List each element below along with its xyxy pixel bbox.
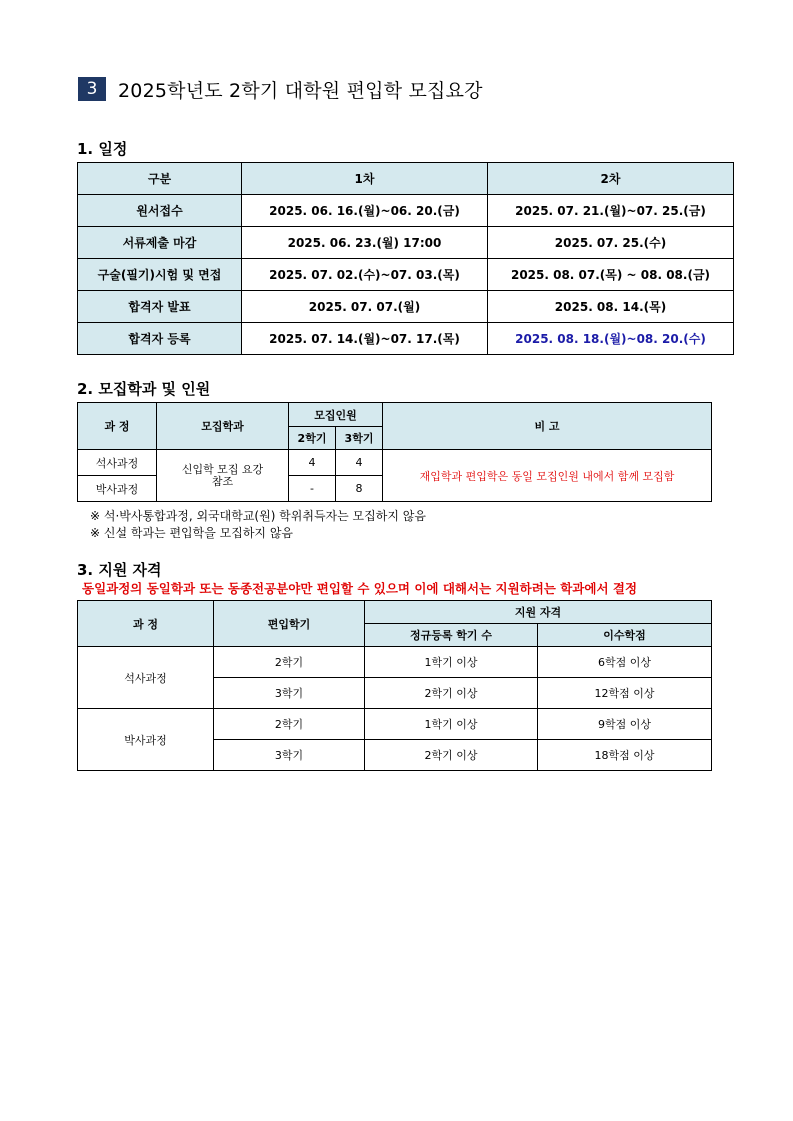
table-row xyxy=(78,227,734,259)
section-number-badge: 3 xyxy=(78,77,106,101)
table-cell: 18학점 이상 xyxy=(538,740,712,771)
note-text: ※ 석·박사통합과정, 외국대학교(원) 학위취득자는 모집하지 않음 xyxy=(90,509,426,523)
table-cell: 2025. 08. 07.(목) ~ 08. 08.(금) xyxy=(488,259,734,291)
table-cell: 석사과정 xyxy=(78,647,214,709)
column-header: 지원 자격 xyxy=(365,601,712,624)
table-cell: - xyxy=(289,476,336,502)
table-cell: 박사과정 xyxy=(78,709,214,771)
table-cell: 6학점 이상 xyxy=(538,647,712,678)
column-header: 과 정 xyxy=(78,601,214,647)
table-row xyxy=(78,259,734,291)
row-label: 합격자 등록 xyxy=(78,323,242,355)
row-label: 원서접수 xyxy=(78,195,242,227)
table-cell: 3학기 xyxy=(214,740,365,771)
column-header: 3학기 xyxy=(336,427,383,450)
remark-cell: 재입학과 편입학은 동일 모집인원 내에서 함께 모집함 xyxy=(383,450,712,502)
document-title xyxy=(78,76,483,102)
table-cell: 박사과정 xyxy=(78,476,157,502)
column-header: 과 정 xyxy=(78,403,157,450)
row-label: 구술(필기)시험 및 면접 xyxy=(78,259,242,291)
table-cell: 2025. 07. 21.(월)~07. 25.(금) xyxy=(488,195,734,227)
table-header-row xyxy=(78,601,712,624)
row-label: 합격자 발표 xyxy=(78,291,242,323)
table-row xyxy=(78,450,712,476)
table-cell: 2학기 xyxy=(214,647,365,678)
table-cell: 9학점 이상 xyxy=(538,709,712,740)
table-row xyxy=(78,323,734,355)
column-header: 정규등록 학기 수 xyxy=(365,624,538,647)
table-row xyxy=(78,195,734,227)
recruit-heading: 2. 모집학과 및 인원 xyxy=(77,380,211,398)
table-cell: 2025. 08. 14.(목) xyxy=(488,291,734,323)
schedule-heading: 1. 일정 xyxy=(77,140,128,158)
table-cell: 2025. 07. 02.(수)~07. 03.(목) xyxy=(242,259,488,291)
column-header: 모집학과 xyxy=(157,403,289,450)
table-cell: 2025. 06. 23.(월) 17:00 xyxy=(242,227,488,259)
note-text: ※ 신설 학과는 편입학을 모집하지 않음 xyxy=(90,526,294,540)
table-cell: 12학점 이상 xyxy=(538,678,712,709)
column-header: 모집인원 xyxy=(289,403,383,427)
qualification-heading: 3. 지원 자격 xyxy=(77,561,162,579)
table-cell: 8 xyxy=(336,476,383,502)
table-row xyxy=(78,709,712,740)
table-cell: 신입학 모집 요강 참조 xyxy=(157,450,289,502)
page-title: 2025학년도 2학기 대학원 편입학 모집요강 xyxy=(118,79,483,102)
table-row xyxy=(78,291,734,323)
table-header-row xyxy=(78,403,712,427)
table-cell: 1학기 이상 xyxy=(365,709,538,740)
column-header: 이수학점 xyxy=(538,624,712,647)
table-cell: 2025. 07. 25.(수) xyxy=(488,227,734,259)
recruit-table xyxy=(77,402,712,502)
highlighted-cell: 2025. 08. 18.(월)~08. 20.(수) xyxy=(488,323,734,355)
table-cell: 2025. 07. 14.(월)~07. 17.(목) xyxy=(242,323,488,355)
table-cell: 2학기 xyxy=(214,709,365,740)
column-header: 2학기 xyxy=(289,427,336,450)
column-header: 구분 xyxy=(78,163,242,195)
notice-text: 동일과정의 동일학과 또는 동종전공분야만 편입할 수 있으며 이에 대해서는 지원하려는 학과에서 결정 xyxy=(82,581,638,596)
table-cell: 2학기 이상 xyxy=(365,678,538,709)
column-header: 비 고 xyxy=(383,403,712,450)
schedule-table xyxy=(77,162,734,355)
table-cell: 2학기 이상 xyxy=(365,740,538,771)
table-cell: 3학기 xyxy=(214,678,365,709)
table-cell: 석사과정 xyxy=(78,450,157,476)
table-header-row xyxy=(78,163,734,195)
column-header: 1차 xyxy=(242,163,488,195)
row-label: 서류제출 마감 xyxy=(78,227,242,259)
table-cell: 1학기 이상 xyxy=(365,647,538,678)
table-cell: 2025. 06. 16.(월)~06. 20.(금) xyxy=(242,195,488,227)
table-cell: 2025. 07. 07.(월) xyxy=(242,291,488,323)
qualification-table xyxy=(77,600,712,771)
table-cell: 4 xyxy=(289,450,336,476)
column-header: 2차 xyxy=(488,163,734,195)
table-row xyxy=(78,647,712,678)
column-header: 편입학기 xyxy=(214,601,365,647)
table-cell: 4 xyxy=(336,450,383,476)
